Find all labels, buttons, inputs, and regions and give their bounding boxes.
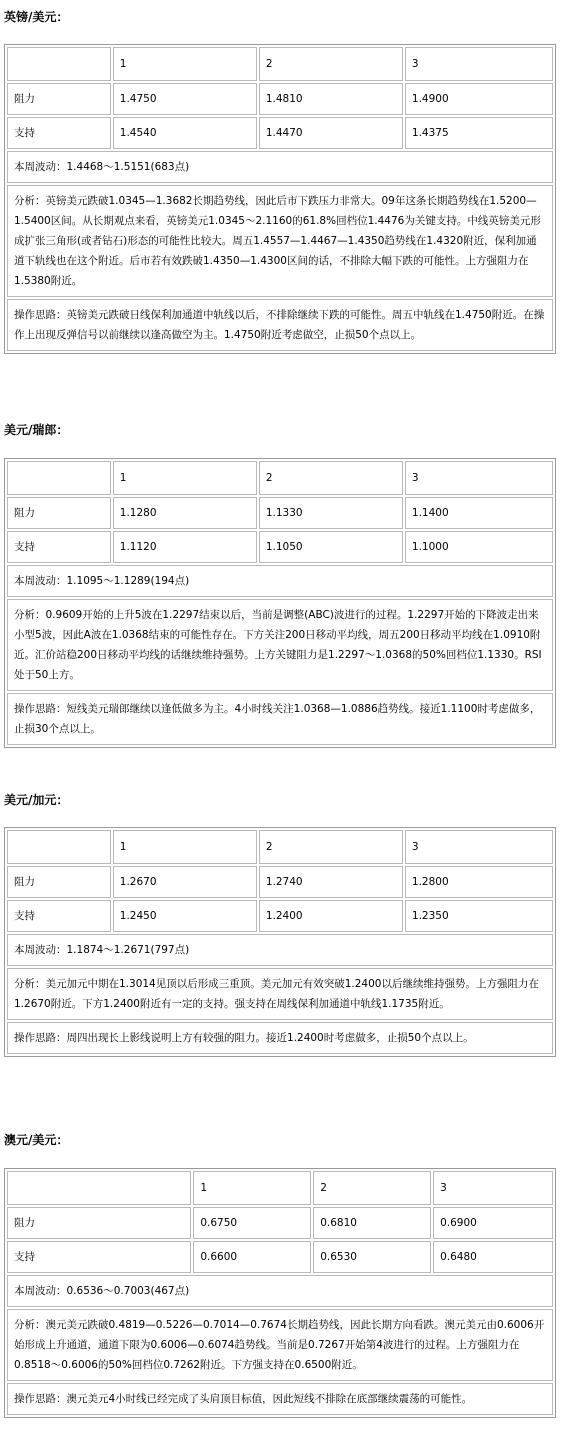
strategy-text: 操作思路：澳元美元4小时线已经完成了头肩顶目标值，因此短线不排除在底部继续震荡的可能性。 (7, 1383, 553, 1415)
table-row-support (7, 117, 553, 149)
section-title-usdcad: 美元/加元： (4, 793, 69, 807)
header-cell: 3 (405, 830, 553, 864)
row-label: 支持 (7, 1241, 191, 1273)
table-row-weekly (7, 151, 553, 183)
value-cell: 1.1330 (259, 497, 403, 529)
value-cell: 0.6530 (313, 1241, 431, 1273)
section-title-gbpusd: 英镑/美元： (4, 10, 69, 24)
row-label: 阻力 (7, 866, 111, 898)
table-row-analysis (7, 185, 553, 297)
table-row-resistance (7, 497, 553, 529)
weekly-range: 本周波动：1.4468～1.5151(683点) (7, 151, 553, 183)
weekly-range: 本周波动：0.6536～0.7003(467点) (7, 1275, 553, 1307)
analysis-text: 分析：英镑美元跌破1.0345—1.3682长期趋势线，因此后市下跌压力非常大。09年这条长期趋势线在1.5200—1.5400区间。从长期观点来看，英镑美元1.0345～2.1160的61.8%回档位1.4476为关键支持。中线英镑美元形成扩张三角形(或者钻石)形态的可能性比较大。周五1.4557—1.4467—1.4350趋势线在1.4320附近，保利加通道下轨线也在这个附近。后市若有效跌破1.4350—1.4300区间的话，不排除大幅下跌的可能性。上方强阻力在1.5380附近。 (7, 185, 553, 297)
value-cell: 1.2670 (113, 866, 257, 898)
row-label: 阻力 (7, 1207, 191, 1239)
table-header-row (7, 47, 553, 81)
header-cell (7, 461, 111, 495)
value-cell: 0.6810 (313, 1207, 431, 1239)
value-cell: 0.6480 (433, 1241, 553, 1273)
table-row-resistance (7, 1207, 553, 1239)
table-row-support (7, 531, 553, 563)
header-cell: 1 (113, 830, 257, 864)
value-cell: 1.2400 (259, 900, 403, 932)
weekly-range: 本周波动：1.1095～1.1289(194点) (7, 565, 553, 597)
value-cell: 1.4900 (405, 83, 553, 115)
row-label: 支持 (7, 531, 111, 563)
price-table-usdchf (4, 458, 556, 748)
table-row-strategy (7, 299, 553, 351)
table-row-analysis (7, 968, 553, 1020)
table-row-resistance (7, 866, 553, 898)
table-row-strategy (7, 1022, 553, 1054)
value-cell: 1.1000 (405, 531, 553, 563)
value-cell: 1.1050 (259, 531, 403, 563)
strategy-text: 操作思路：英镑美元跌破日线保利加通道中轨线以后，不排除继续下跌的可能性。周五中轨线在1.4750附近。在操作上出现反弹信号以前继续以逢高做空为主。1.4750附近考虑做空，止损50个点以上。 (7, 299, 553, 351)
strategy-text: 操作思路：短线美元瑞郎继续以逢低做多为主。4小时线关注1.0368—1.0886趋势线。接近1.1100时考虑做多，止损30个点以上。 (7, 693, 553, 745)
table-header-row (7, 830, 553, 864)
value-cell: 1.2350 (405, 900, 553, 932)
row-label: 支持 (7, 900, 111, 932)
row-label: 阻力 (7, 83, 111, 115)
table-row-weekly (7, 934, 553, 966)
header-cell: 1 (113, 47, 257, 81)
table-row-analysis (7, 1309, 553, 1381)
table-row-weekly (7, 565, 553, 597)
analysis-text: 分析：0.9609开始的上升5波在1.2297结束以后，当前是调整(ABC)波进行的过程。1.2297开始的下降波走出来小型5波，因此A波在1.0368结束的可能性存在。下方关注200日移动平均线，周五200日移动平均线在1.0910附近。汇价站稳200日移动平均线的话继续维持强势。上方关键阻力是1.2297～1.0368的50%回档位1.1330。RSI处于50上方。 (7, 599, 553, 691)
table-row-support (7, 900, 553, 932)
value-cell: 1.2800 (405, 866, 553, 898)
table-row-strategy (7, 693, 553, 745)
row-label: 阻力 (7, 497, 111, 529)
header-cell (7, 1171, 191, 1205)
row-label: 支持 (7, 117, 111, 149)
value-cell: 1.1280 (113, 497, 257, 529)
value-cell: 1.4470 (259, 117, 403, 149)
strategy-text: 操作思路：周四出现长上影线说明上方有较强的阻力。接近1.2400时考虑做多，止损50个点以上。 (7, 1022, 553, 1054)
header-cell: 3 (405, 461, 553, 495)
header-cell (7, 830, 111, 864)
value-cell: 1.1120 (113, 531, 257, 563)
value-cell: 1.4540 (113, 117, 257, 149)
analysis-text: 分析：澳元美元跌破0.4819—0.5226—0.7014—0.7674长期趋势线，因此长期方向看跌。澳元美元由0.6006开始形成上升通道，通道下限为0.6006—0.6074趋势线。当前是0.7267开始第4波进行的过程。上方强阻力在0.8518～0.6006的50%回档位0.7262附近。下方强支持在0.6500附近。 (7, 1309, 553, 1381)
header-cell: 3 (433, 1171, 553, 1205)
table-row-weekly (7, 1275, 553, 1307)
header-cell: 1 (193, 1171, 311, 1205)
header-cell (7, 47, 111, 81)
value-cell: 1.1400 (405, 497, 553, 529)
table-header-row (7, 461, 553, 495)
section-title-audusd: 澳元/美元： (4, 1133, 69, 1147)
value-cell: 0.6600 (193, 1241, 311, 1273)
value-cell: 1.4750 (113, 83, 257, 115)
value-cell: 1.2740 (259, 866, 403, 898)
price-table-usdcad (4, 827, 556, 1057)
table-header-row (7, 1171, 553, 1205)
header-cell: 2 (259, 461, 403, 495)
price-table-gbpusd (4, 44, 556, 354)
value-cell: 1.4810 (259, 83, 403, 115)
value-cell: 1.2450 (113, 900, 257, 932)
header-cell: 3 (405, 47, 553, 81)
weekly-range: 本周波动：1.1874～1.2671(797点) (7, 934, 553, 966)
header-cell: 2 (259, 47, 403, 81)
table-row-analysis (7, 599, 553, 691)
value-cell: 0.6900 (433, 1207, 553, 1239)
section-title-usdchf: 美元/瑞郎： (4, 423, 69, 437)
table-row-strategy (7, 1383, 553, 1415)
price-table-audusd (4, 1168, 556, 1418)
value-cell: 1.4375 (405, 117, 553, 149)
header-cell: 2 (313, 1171, 431, 1205)
table-row-support (7, 1241, 553, 1273)
header-cell: 2 (259, 830, 403, 864)
analysis-text: 分析：美元加元中期在1.3014见顶以后形成三重顶。美元加元有效突破1.2400以后继续维持强势。上方强阻力在1.2670附近。下方1.2400附近有一定的支持。强支持在周线保利加通道中轨线1.1735附近。 (7, 968, 553, 1020)
table-row-resistance (7, 83, 553, 115)
header-cell: 1 (113, 461, 257, 495)
value-cell: 0.6750 (193, 1207, 311, 1239)
